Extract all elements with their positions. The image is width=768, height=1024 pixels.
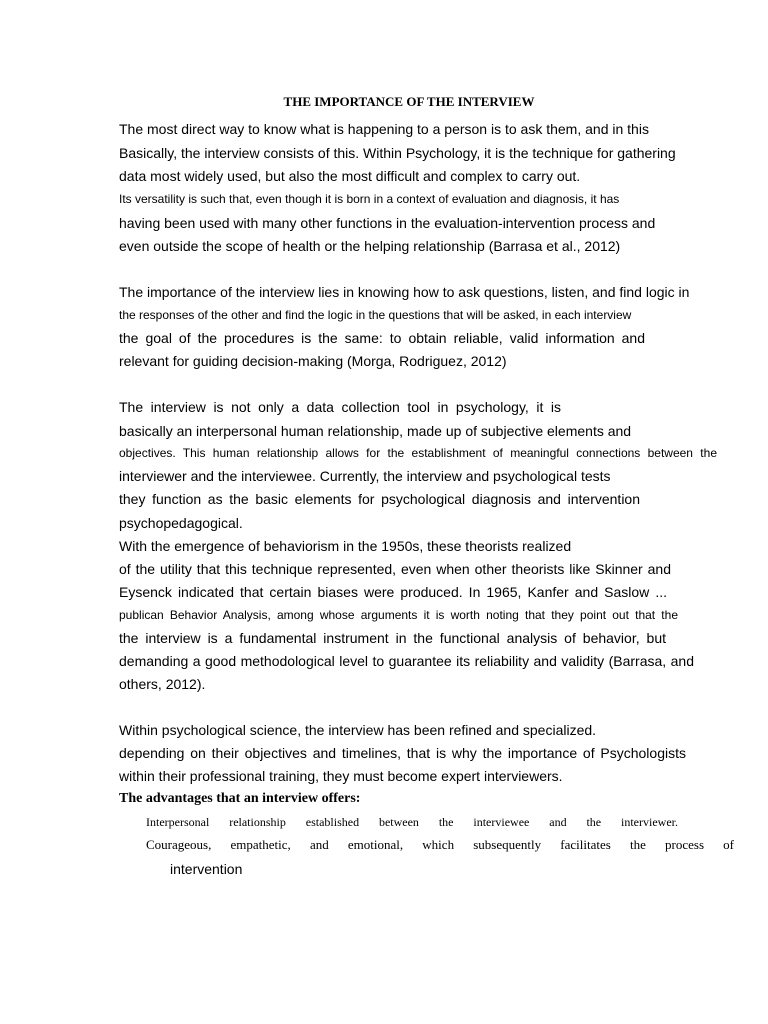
paragraph-line: others, 2012).: [119, 676, 206, 692]
advantage-item: Courageous, empathetic, and emotional, which subsequently facilitates the process of: [146, 837, 734, 852]
paragraph-line: the interview is a fundamental instrument in the functional analysis of behavior, but: [119, 630, 666, 646]
paragraph-line: demanding a good methodological level to guarantee its reliability and validity (Barrasa, and: [119, 653, 694, 669]
paragraph-line: publican Behavior Analysis, among whose arguments it is worth noting that they point out that the: [119, 608, 678, 622]
advantage-item: Interpersonal relationship established between the interviewee and the interviewer.: [146, 815, 678, 829]
paragraph-line: the responses of the other and find the logic in the questions that will be asked, in each interview: [119, 308, 632, 322]
paragraph-line: depending on their objectives and timelines, that is why the importance of Psychologists: [119, 745, 686, 761]
paragraph-line: objectives. This human relationship allows for the establishment of meaningful connections between the: [119, 446, 717, 460]
document-title: THE IMPORTANCE OF THE INTERVIEW: [283, 94, 535, 109]
advantages-heading: The advantages that an interview offers:: [119, 791, 361, 806]
paragraph-line: of the utility that this technique represented, even when other theorists like Skinner and: [119, 561, 671, 577]
paragraph-line: Basically, the interview consists of this. Within Psychology, it is the technique for gathering: [119, 145, 676, 161]
paragraph-line: Within psychological science, the interview has been refined and specialized.: [119, 722, 597, 738]
paragraph-line: having been used with many other functions in the evaluation-intervention process and: [119, 215, 656, 231]
paragraph-line: Eysenck indicated that certain biases were produced. In 1965, Kanfer and Saslow ...: [119, 584, 667, 600]
paragraph-line: Its versatility is such that, even though it is born in a context of evaluation and diagnosis, it has: [119, 192, 620, 206]
paragraph-line: interviewer and the interviewee. Currently, the interview and psychological tests: [119, 468, 611, 484]
paragraph-line: The importance of the interview lies in knowing how to ask questions, listen, and find logic in: [119, 284, 690, 300]
paragraph-line: With the emergence of behaviorism in the 1950s, these theorists realized: [119, 538, 572, 554]
paragraph-line: data most widely used, but also the most difficult and complex to carry out.: [119, 168, 581, 184]
paragraph-line: relevant for guiding decision-making (Morga, Rodriguez, 2012): [119, 353, 507, 369]
paragraph-line: basically an interpersonal human relationship, made up of subjective elements and: [119, 423, 632, 439]
paragraph-line: The interview is not only a data collection tool in psychology, it is: [119, 399, 561, 415]
advantage-item-continuation: intervention: [170, 861, 243, 877]
paragraph-line: even outside the scope of health or the helping relationship (Barrasa et al., 2012): [119, 238, 621, 254]
paragraph-line: they function as the basic elements for psychological diagnosis and intervention: [119, 491, 640, 507]
paragraph-line: the goal of the procedures is the same: to obtain reliable, valid information and: [119, 330, 645, 346]
paragraph-line: The most direct way to know what is happening to a person is to ask them, and in this: [119, 121, 649, 137]
paragraph-line: psychopedagogical.: [119, 515, 243, 531]
paragraph-line: within their professional training, they must become expert interviewers.: [119, 768, 563, 784]
